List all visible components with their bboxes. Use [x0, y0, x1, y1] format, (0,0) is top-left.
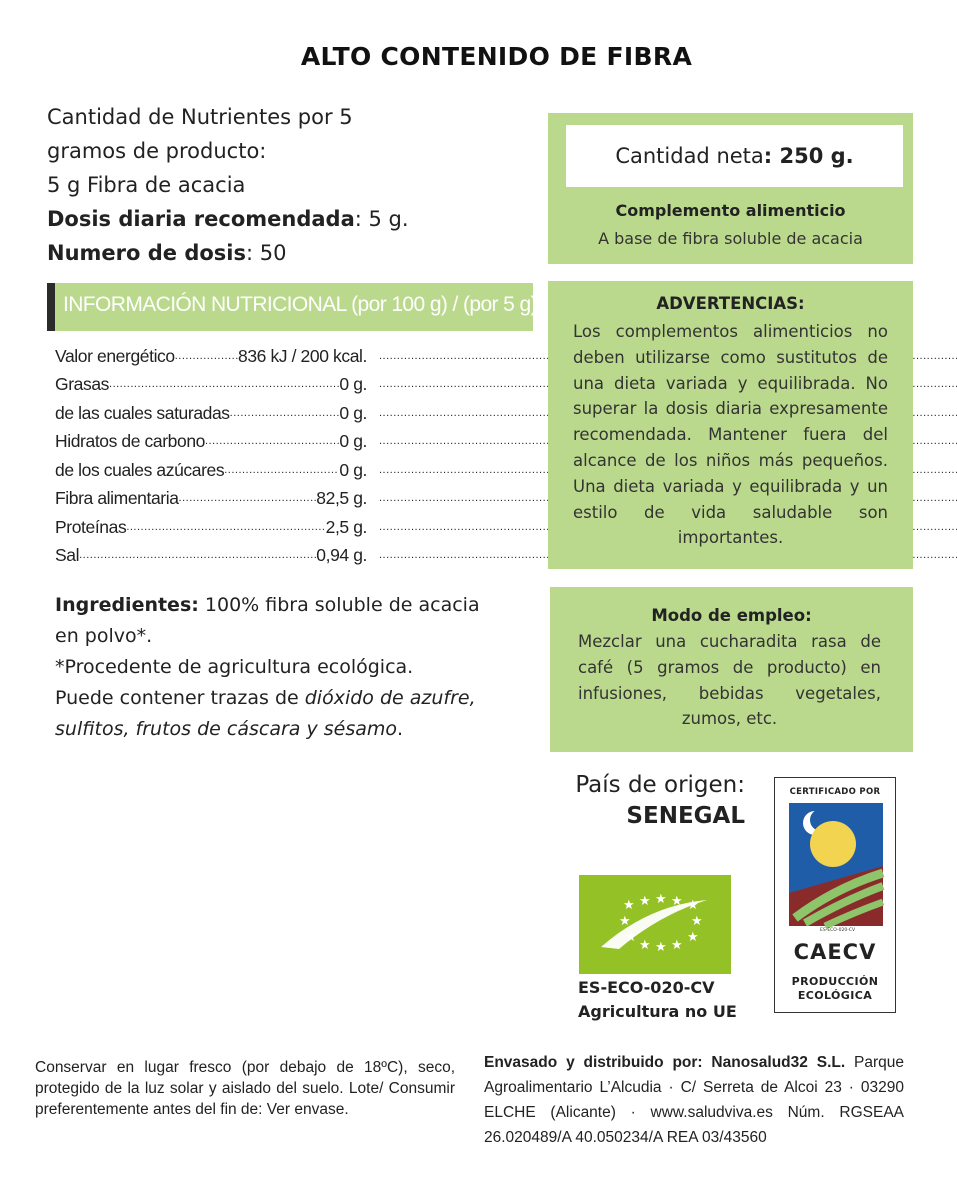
origin-label: País de origen: — [575, 772, 745, 798]
numdosis-line — [47, 236, 527, 270]
eu-code: ES-ECO-020-CV — [578, 978, 715, 997]
nutrient-label: Grasas — [55, 374, 110, 395]
numdosis-value: : 50 — [246, 241, 287, 265]
caecv-top-text: CERTIFICADO POR — [789, 787, 881, 797]
leader-dots — [79, 549, 316, 566]
leader-dots — [205, 435, 339, 452]
complemento-title: Complemento alimenticio — [615, 201, 846, 220]
eu-note: Agricultura no UE — [578, 1002, 737, 1021]
nutrition-header: INFORMACIÓN NUTRICIONAL (por 100 g) / (por 5 g) — [47, 283, 533, 331]
value-per-100g: 0 g. — [339, 402, 367, 423]
caecv-name: CAECV — [793, 940, 877, 964]
nutrition-row — [55, 513, 527, 542]
ingredients-allergens: dióxido de azufre, sulfitos, frutos de cáscara y sésamo — [55, 687, 476, 740]
svg-text:★: ★ — [625, 930, 637, 945]
nutrient-label: Valor energético — [55, 345, 175, 366]
nutrient-label: de los cuales azúcares — [55, 459, 225, 480]
ingredients-block — [55, 590, 485, 745]
dosis-value: : 5 g. — [354, 207, 409, 231]
svg-text:★: ★ — [671, 894, 683, 909]
complemento-subtitle: A base de fibra soluble de acacia — [598, 229, 863, 248]
value-per-100g: 0 g. — [339, 374, 367, 395]
ingredients-traces: Puede contener trazas de — [55, 687, 305, 709]
value-per-100g: 0 g. — [339, 431, 367, 452]
nutrient-label: Proteínas — [55, 516, 127, 537]
svg-text:★: ★ — [639, 894, 651, 909]
net-quantity — [566, 125, 903, 187]
value-per-100g: 2,5 g. — [325, 516, 367, 537]
nutrient-label: Fibra alimentaria — [55, 488, 179, 509]
leader-dots — [179, 492, 317, 509]
origin-block — [549, 770, 745, 832]
leader-dots — [126, 521, 325, 538]
caecv-sub-2: ECOLÓGICA — [797, 989, 873, 1002]
quantity-line-1: Cantidad de Nutrientes por 5 — [47, 105, 353, 129]
distributor-info — [484, 1050, 904, 1150]
net-label: Cantidad neta — [615, 144, 764, 168]
quantity-line-2: gramos de producto: — [47, 139, 267, 163]
nutrition-row — [55, 485, 527, 514]
net-value: : 250 g. — [763, 144, 854, 168]
quantity-line-3: 5 g Fibra de acacia — [47, 173, 246, 197]
numdosis-label: Numero de dosis — [47, 241, 246, 265]
origin-country: SENEGAL — [626, 803, 745, 829]
eu-certificate — [578, 976, 737, 1024]
nutrition-row — [55, 371, 527, 400]
svg-text:★: ★ — [687, 898, 699, 913]
value-per-100g: 0 g. — [339, 459, 367, 480]
distributor-label: Envasado y distribuido por: Nanosalud32 S.L. — [484, 1054, 846, 1071]
nutrient-label: de las cuales saturadas — [55, 402, 230, 423]
advertencias-title: ADVERTENCIAS: — [656, 294, 805, 313]
value-per-100g: 82,5 g. — [316, 488, 367, 509]
svg-text:★: ★ — [623, 898, 635, 913]
value-per-100g: 0,94 g. — [316, 545, 367, 566]
nutrient-label: Sal — [55, 545, 80, 566]
nutrition-row — [55, 399, 527, 428]
caecv-sub-1: PRODUCCIÓN — [791, 975, 879, 988]
quantity-info — [47, 100, 527, 270]
value-per-100g: 836 kJ / 200 kcal. — [238, 345, 367, 366]
nutrition-row — [55, 456, 527, 485]
leader-dots — [109, 378, 339, 395]
caecv-code: ES-ECO-020-CV — [820, 928, 856, 933]
nutrition-row — [55, 428, 527, 457]
svg-text:★: ★ — [671, 938, 683, 953]
advertencias-text: Los complementos alimenticios no deben utilizarse como sustitutos de una dieta variada y equilibrada. No superar la dosis diaria expresamente recomendada. Mantener fuera del alcance de los niños más pequeños. Una dieta variada y equilibrada y un estilo de vida saludable son importantes. — [573, 322, 888, 548]
nutrient-label: Hidratos de carbono — [55, 431, 205, 452]
caecv-subtitle — [774, 975, 896, 1003]
leader-dots — [230, 407, 340, 424]
ingredients-end: . — [397, 718, 404, 740]
modo-title: Modo de empleo: — [651, 606, 812, 625]
dosis-label: Dosis diaria recomendada — [47, 207, 355, 231]
svg-text:★: ★ — [639, 938, 651, 953]
leader-dots — [175, 350, 238, 367]
ingredients-text: 100% fibra soluble de acacia en polvo*. — [55, 594, 480, 647]
svg-text:★: ★ — [691, 914, 703, 929]
modo-text: Mezclar una cucharadita rasa de café (5 gramos de producto) en infusiones, bebidas vegetales, zumos, etc. — [578, 632, 881, 729]
svg-text:★: ★ — [687, 930, 699, 945]
ingredients-origin-note: *Procedente de agricultura ecológica. — [55, 656, 414, 678]
nutrition-table — [55, 342, 527, 570]
svg-text:★: ★ — [655, 892, 667, 907]
leader-dots — [224, 464, 339, 481]
svg-text:★: ★ — [619, 914, 631, 929]
storage-note: Conservar en lugar fresco (por debajo de 18ºC), seco, protegido de la luz solar y aislado del suelo. Lote/ Consumir preferentemente antes del fin de: Ver envase. — [35, 1059, 455, 1118]
dosis-line — [47, 202, 527, 236]
svg-text:★: ★ — [655, 940, 667, 955]
ingredients-label: Ingredientes: — [55, 594, 199, 616]
distributor-address: Parque Agroalimentario L’Alcudia · C/ Serreta de Alcoi 23 · 03290 ELCHE (Alicante) · www.saludviva.es Núm. RGSEAA 26.020489/A 40.050234/A REA 03/43560 — [484, 1054, 904, 1146]
eu-organic-logo-icon — [579, 875, 731, 974]
page-title: ALTO CONTENIDO DE FIBRA — [300, 42, 693, 71]
nutrition-row — [55, 542, 527, 571]
nutrition-row — [55, 342, 527, 371]
